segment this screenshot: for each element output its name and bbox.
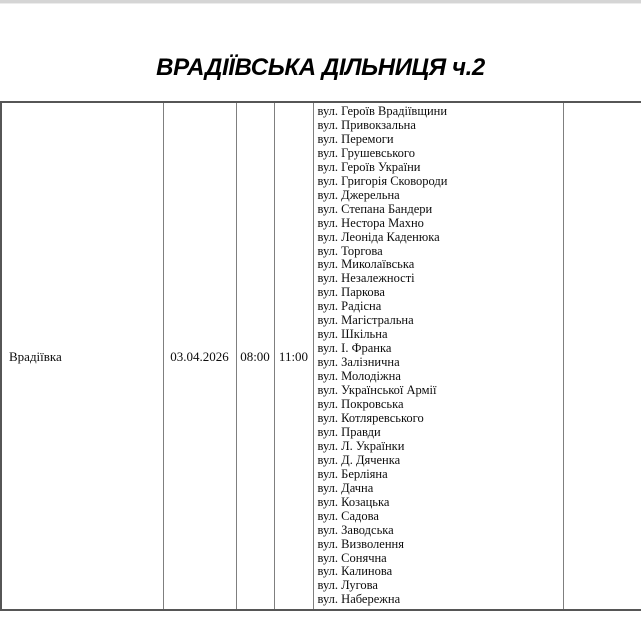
street-item: вул. Садова <box>317 508 379 523</box>
street-item: вул. Паркова <box>317 285 385 300</box>
street-item: вул. Української Армії <box>317 383 437 398</box>
street-item: вул. Залізнична <box>317 355 400 370</box>
street-item: вул. Лугова <box>317 578 378 593</box>
time-end-cell: 11:00 <box>274 102 313 610</box>
street-item: вул. Д. Дяченка <box>317 452 401 467</box>
table-row <box>1 102 641 610</box>
street-item: вул. Радісна <box>317 299 382 314</box>
page-title: ВРАДІЇВСЬКА ДІЛЬНИЦЯ ч.2 <box>156 54 485 81</box>
time-start-cell: 08:00 <box>236 102 274 610</box>
outage-schedule-table <box>0 101 641 611</box>
street-item: вул. Берліяна <box>317 466 388 481</box>
street-item: вул. Перемоги <box>317 131 394 146</box>
street-item: вул. Героїв України <box>317 159 421 174</box>
street-item: вул. Шкільна <box>317 327 388 342</box>
street-item: вул. Григорія Сковороди <box>317 173 448 188</box>
street-item: вул. Магістральна <box>317 313 414 328</box>
street-item: вул. Сонячна <box>317 550 387 565</box>
street-item: вул. Торгова <box>317 243 383 258</box>
empty-cell <box>563 102 641 610</box>
street-item: вул. Правди <box>317 424 381 439</box>
street-item: вул. Козацька <box>317 494 390 509</box>
street-item: вул. Степана Бандери <box>317 201 433 216</box>
street-item: вул. Молодіжна <box>317 369 401 384</box>
street-item: вул. Нестора Махно <box>317 215 424 230</box>
street-item: вул. Калинова <box>317 564 393 579</box>
street-item: вул. Леоніда Каденюка <box>317 229 440 244</box>
street-item: вул. Грушевського <box>317 145 415 160</box>
street-item: вул. Визволення <box>317 536 404 551</box>
settlement-cell: Врадіївка <box>1 102 163 610</box>
street-item: вул. І. Франка <box>317 341 392 356</box>
top-strip <box>0 0 641 4</box>
street-item: вул. Набережна <box>317 592 401 607</box>
street-item: вул. Заводська <box>317 522 394 537</box>
street-item: вул. Миколаївська <box>317 257 415 272</box>
street-item: вул. Незалежності <box>317 271 415 286</box>
street-item: вул. Л. Українки <box>317 438 405 453</box>
street-item: вул. Дачна <box>317 480 374 495</box>
street-item: вул. Котляревського <box>317 410 424 425</box>
street-item: вул. Покровська <box>317 397 404 412</box>
street-item: вул. Героїв Врадіївщини <box>317 104 448 118</box>
date-cell: 03.04.2026 <box>163 102 236 610</box>
streets-cell <box>313 102 563 610</box>
street-item: вул. Джерельна <box>317 187 400 202</box>
street-item: вул. Привокзальна <box>317 117 416 132</box>
